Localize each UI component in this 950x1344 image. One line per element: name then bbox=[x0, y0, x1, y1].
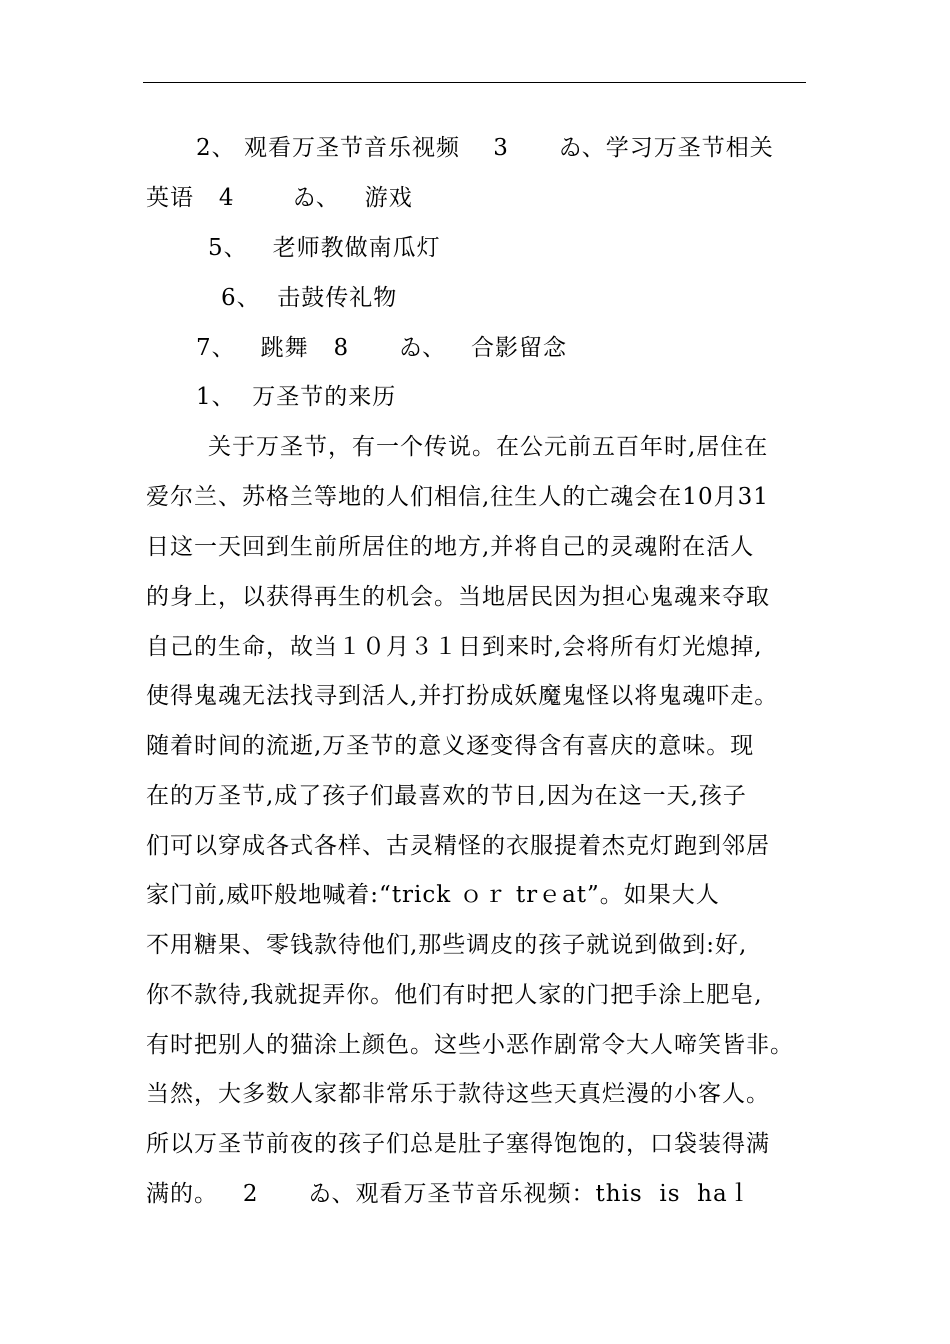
paragraph-line: 的身上，以获得再生的机会。当地居民因为担心鬼魂来夺取 bbox=[146, 584, 770, 610]
paragraph-line: 有时把别人的猫涂上颜色。这些小恶作剧常令大人啼笑皆非。 bbox=[146, 1032, 794, 1058]
paragraph-line: 日这一天回到生前所居住的地方,并将自己的灵魂附在活人 bbox=[146, 534, 755, 560]
paragraph-line: 当然，大多数人家都非常乐于款待这些天真烂漫的小客人。 bbox=[146, 1081, 770, 1107]
section-heading: 1、 万圣节的来历 bbox=[196, 384, 397, 410]
paragraph-line: 在的万圣节,成了孩子们最喜欢的节日,因为在这一天,孩子 bbox=[146, 783, 747, 809]
paragraph-line: 不用糖果、零钱款待他们,那些调皮的孩子就说到做到:好, bbox=[146, 932, 748, 958]
paragraph-line: 自己的生命，故当１０月３１日到来时,会将所有灯光熄掉, bbox=[146, 634, 763, 660]
paragraph-line: 们可以穿成各式各样、古灵精怪的衣服提着杰克灯跑到邻居 bbox=[146, 833, 770, 859]
schedule-line-2-3: 2、 观看万圣节音乐视频 3 ゐ、学习万圣节相关 bbox=[196, 135, 774, 161]
paragraph-line: 你不款待,我就捉弄你。他们有时把人家的门把手涂上肥皂, bbox=[146, 982, 763, 1008]
schedule-line-5: 5、 老师教做南瓜灯 bbox=[208, 235, 441, 261]
paragraph-line: 所以万圣节前夜的孩子们总是肚子塞得饱饱的，口袋装得满 bbox=[146, 1131, 770, 1157]
paragraph-line: 满的。 2 ゐ、观看万圣节音乐视频：this is haｌ bbox=[146, 1181, 752, 1207]
schedule-line-7-8: 7、 跳舞 8 ゐ、 合影留念 bbox=[196, 335, 568, 361]
paragraph-line: 随着时间的流逝,万圣节的意义逐变得含有喜庆的意味。现 bbox=[146, 733, 755, 759]
paragraph-line: 关于万圣节，有一个传说。在公元前五百年时,居住在 bbox=[208, 434, 769, 460]
paragraph-line: 家门前,威吓般地喊着:“trick ｏｒ trｅat”。如果大人 bbox=[146, 882, 720, 908]
paragraph-line: 使得鬼魂无法找寻到活人,并打扮成妖魔鬼怪以将鬼魂吓走。 bbox=[146, 683, 779, 709]
schedule-line-english-4: 英语 4 ゐ、 游戏 bbox=[146, 185, 413, 211]
paragraph-line: 爱尔兰、苏格兰等地的人们相信,往生人的亡魂会在10月31 bbox=[146, 484, 769, 510]
schedule-line-6: 6、 击鼓传礼物 bbox=[221, 285, 398, 311]
header-rule bbox=[143, 82, 806, 83]
